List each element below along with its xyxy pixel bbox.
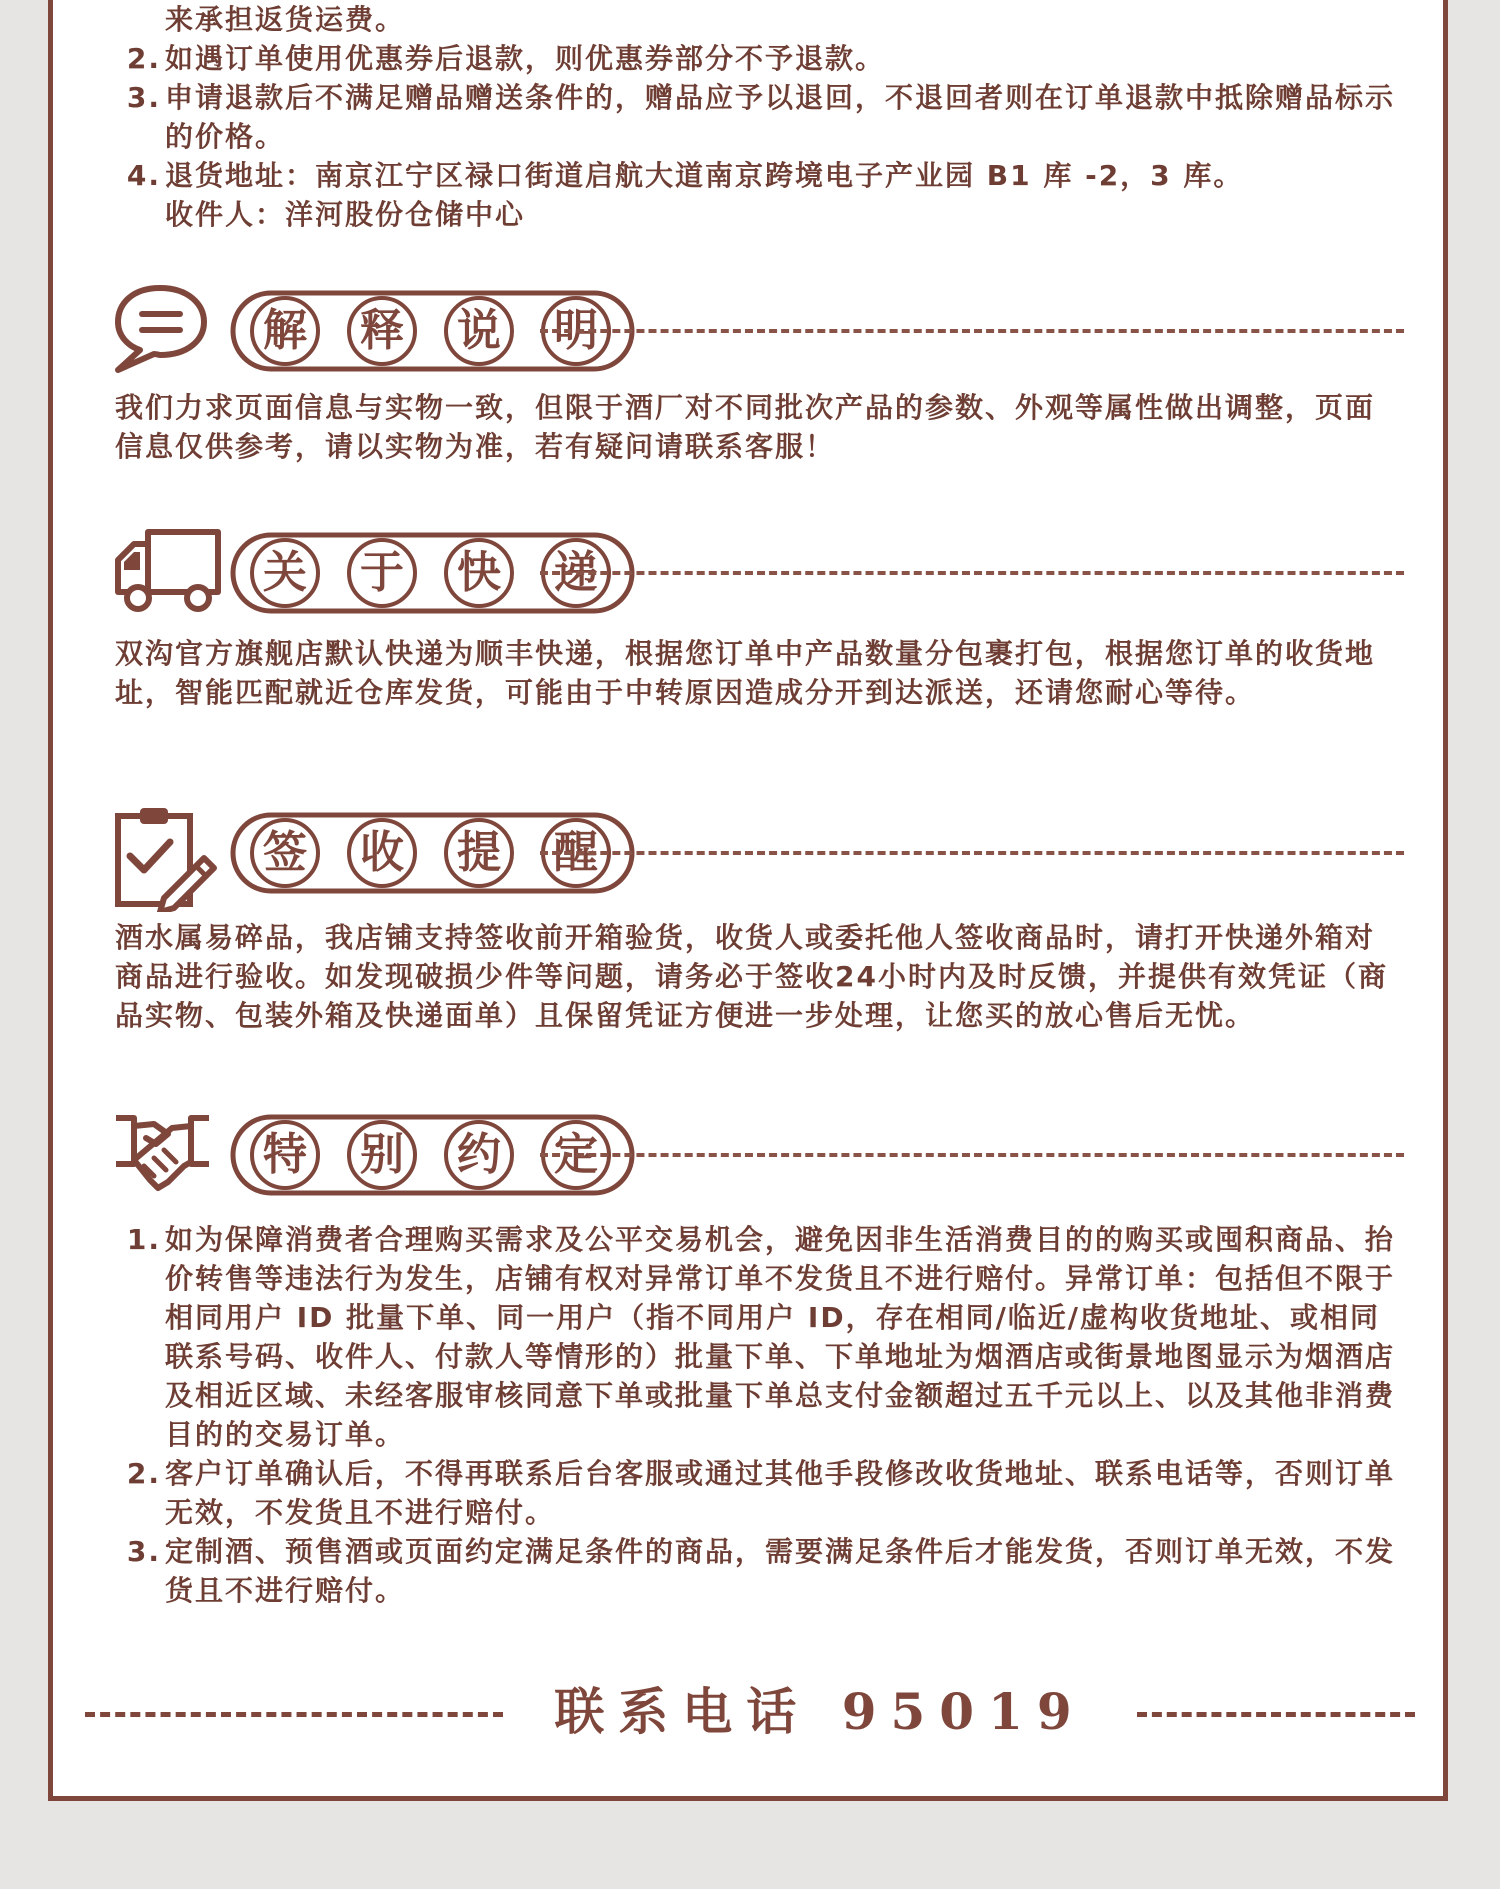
page-background	[0, 1810, 1500, 1889]
dashed-divider	[540, 329, 1404, 333]
sign-paragraph: 酒水属易碎品，我店铺支持签收前开箱验货，收货人或委托他人签收商品时，请打开快递外箱对商品进行验收。如发现破损少件等问题，请务必于签收24小时内及时反馈，并提供有效凭证（商品实物、包装外箱及快递面单）且保留凭证方便进一步处理，让您买的放心售后无忧。	[115, 921, 1388, 1032]
express-paragraph: 双沟官方旗舰店默认快递为顺丰快递，根据您订单中产品数量分包裹打包，根据您订单的收货地址，智能匹配就近仓库发货，可能由于中转原因造成分开到达派送，还请您耐心等待。	[115, 637, 1376, 709]
list-item: 2. 如遇订单使用优惠券后退款，则优惠券部分不予退款。	[126, 42, 886, 75]
section-title-special: 特 别 约 定	[230, 1114, 635, 1196]
section-title-sign: 签 收 提 醒	[230, 812, 635, 894]
special-agreement-list	[115, 1220, 1395, 1610]
section-title-express: 关 于 快 递	[230, 532, 635, 614]
list-item: 1. 如为保障消费者合理购买需求及公平交易机会，避免因非生活消费目的的购买或囤积商品、抬价转售等违法行为发生，店铺有权对异常订单不发货且不进行赔付。异常订单：包括但不限于相同用户 ID 批量下单、同一用户（指不同用户 ID，存在相同/临近/虚构收货地址、或相同联系号码、收件人、付款人等情形的）批量下单、下单地址为烟酒店或街景地图显示为烟酒店及相近区域、未经客服审核同意下单或批量下单总支付金额超过五千元以上、以及其他非消费目的的交易订单。	[126, 1223, 1396, 1451]
explain-paragraph: 我们力求页面信息与实物一致，但限于酒厂对不同批次产品的参数、外观等属性做出调整，页面信息仅供参考，请以实物为准，若有疑问请联系客服！	[115, 391, 1376, 463]
contact-footer	[85, 1682, 1415, 1742]
list-item: 4. 退货地址：南京江宁区禄口街道启航大道南京跨境电子产业园 B1 库 -2，3 库。	[126, 159, 1244, 192]
dashed-divider	[540, 1153, 1404, 1157]
speech-bubble-icon	[110, 280, 210, 375]
dashed-divider-left	[85, 1712, 503, 1717]
section-header-special	[110, 1104, 1410, 1204]
list-item: 2. 客户订单确认后，不得再联系后台客服或通过其他手段修改收货地址、联系电话等，否则订单无效，不发货且不进行赔付。	[126, 1457, 1396, 1529]
list-item: 3. 定制酒、预售酒或页面约定满足条件的商品，需要满足条件后才能发货，否则订单无效，不发货且不进行赔付。	[126, 1535, 1396, 1607]
section-header-express	[110, 522, 1410, 622]
dashed-divider-right	[1137, 1712, 1415, 1717]
list-item-continuation: 来承担返货运费。	[165, 3, 406, 36]
recipient: 收件人：洋河股份仓储中心	[165, 198, 526, 231]
clipboard-check-icon	[110, 802, 220, 912]
return-policy-list	[115, 0, 1395, 234]
list-item: 3. 申请退款后不满足赠品赠送条件的，赠品应予以退回，不退回者则在订单退款中抵除赠品标示的价格。	[126, 81, 1396, 153]
contact-phone: 联系电话 95019	[554, 1682, 1086, 1741]
section-title-explain: 解 释 说 明	[230, 290, 635, 372]
delivery-truck-icon	[110, 522, 225, 617]
section-header-sign	[110, 802, 1410, 902]
dashed-divider	[540, 571, 1404, 575]
section-header-explain	[110, 280, 1410, 380]
handshake-icon	[110, 1104, 215, 1199]
dashed-divider	[540, 851, 1404, 855]
